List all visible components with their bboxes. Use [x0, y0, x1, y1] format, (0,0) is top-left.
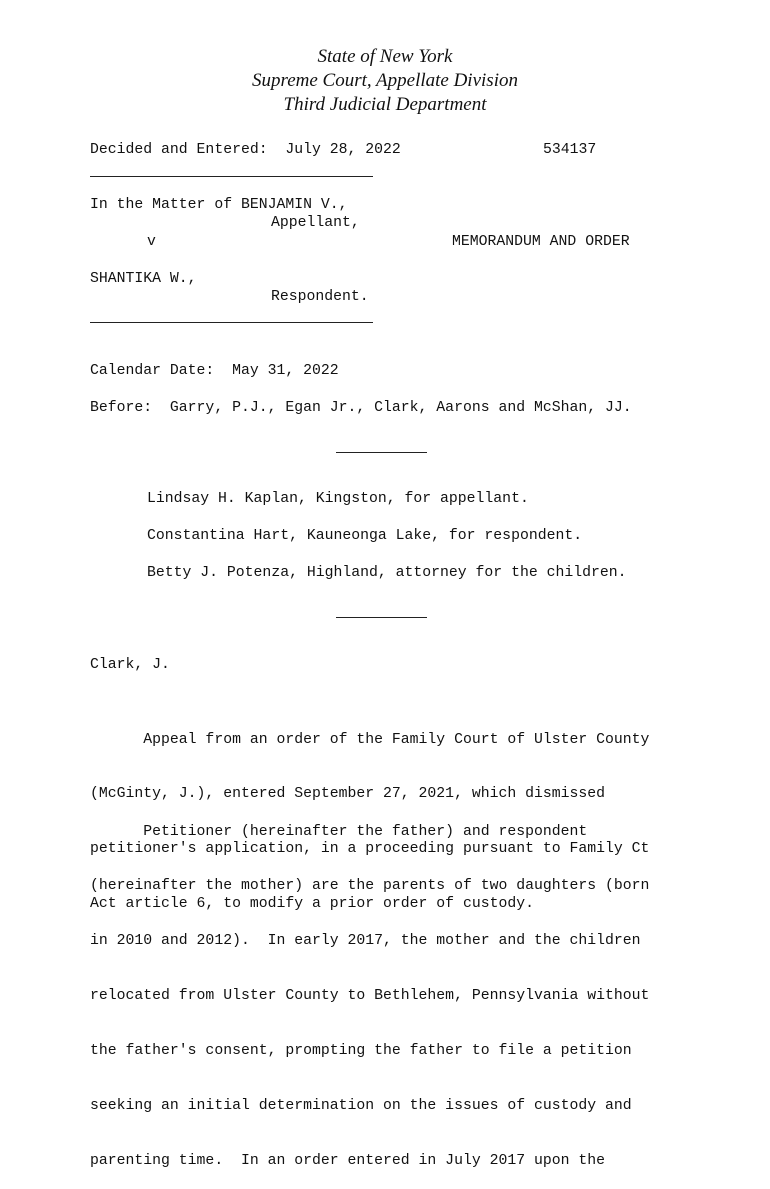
caption-respondent-label: Respondent.: [271, 289, 369, 305]
caption-appellant-label: Appellant,: [271, 215, 360, 231]
separator-rule-2: [336, 617, 427, 618]
body-line: Act article 6, to modify a prior order of custody.: [90, 896, 534, 913]
docket-number: 534137: [543, 142, 597, 158]
document-type: MEMORANDUM AND ORDER: [452, 234, 630, 250]
court-state: State of New York: [317, 46, 453, 67]
body-line: parenting time. In an order entered in July 2017 upon the: [90, 1152, 606, 1169]
calendar-date: Calendar Date: May 31, 2022: [90, 363, 339, 379]
decided-entered-date: Decided and Entered: July 28, 2022: [90, 142, 401, 158]
counsel-children: Betty J. Potenza, Highland, attorney for the children.: [147, 565, 627, 581]
body-line: in 2010 and 2012). In early 2017, the mother and the children: [90, 933, 641, 950]
counsel-respondent: Constantina Hart, Kauneonga Lake, for respondent.: [147, 528, 583, 544]
body-paragraph-2: [90, 786, 690, 1189]
body-line: seeking an initial determination on the issues of custody and: [90, 1098, 632, 1115]
caption-bottom-rule: [90, 322, 373, 323]
body-line: Petitioner (hereinafter the father) and respondent: [90, 823, 588, 840]
caption-respondent-name: SHANTIKA W.,: [90, 271, 197, 287]
body-line: petitioner's application, in a proceeding pursuant to Family Ct: [90, 841, 650, 858]
court-department: Third Judicial Department: [283, 94, 487, 115]
court-name: Supreme Court, Appellate Division: [252, 70, 518, 91]
opinion-author: Clark, J.: [90, 657, 170, 673]
court-header: [0, 45, 770, 117]
body-line: Appeal from an order of the Family Court of Ulster County: [90, 731, 650, 748]
caption-top-rule: [90, 176, 373, 177]
body-line: relocated from Ulster County to Bethlehem, Pennsylvania without: [90, 988, 650, 1005]
body-line: (hereinafter the mother) are the parents of two daughters (born: [90, 878, 650, 895]
body-line: the father's consent, prompting the father to file a petition: [90, 1043, 632, 1060]
counsel-appellant: Lindsay H. Kaplan, Kingston, for appellant.: [147, 491, 529, 507]
caption-matter: In the Matter of BENJAMIN V.,: [90, 197, 348, 213]
before-panel: Before: Garry, P.J., Egan Jr., Clark, Aarons and McShan, JJ.: [90, 400, 632, 416]
body-line: (McGinty, J.), entered September 27, 2021, which dismissed: [90, 786, 606, 803]
separator-rule-1: [336, 452, 427, 453]
caption-versus: v: [147, 234, 156, 250]
